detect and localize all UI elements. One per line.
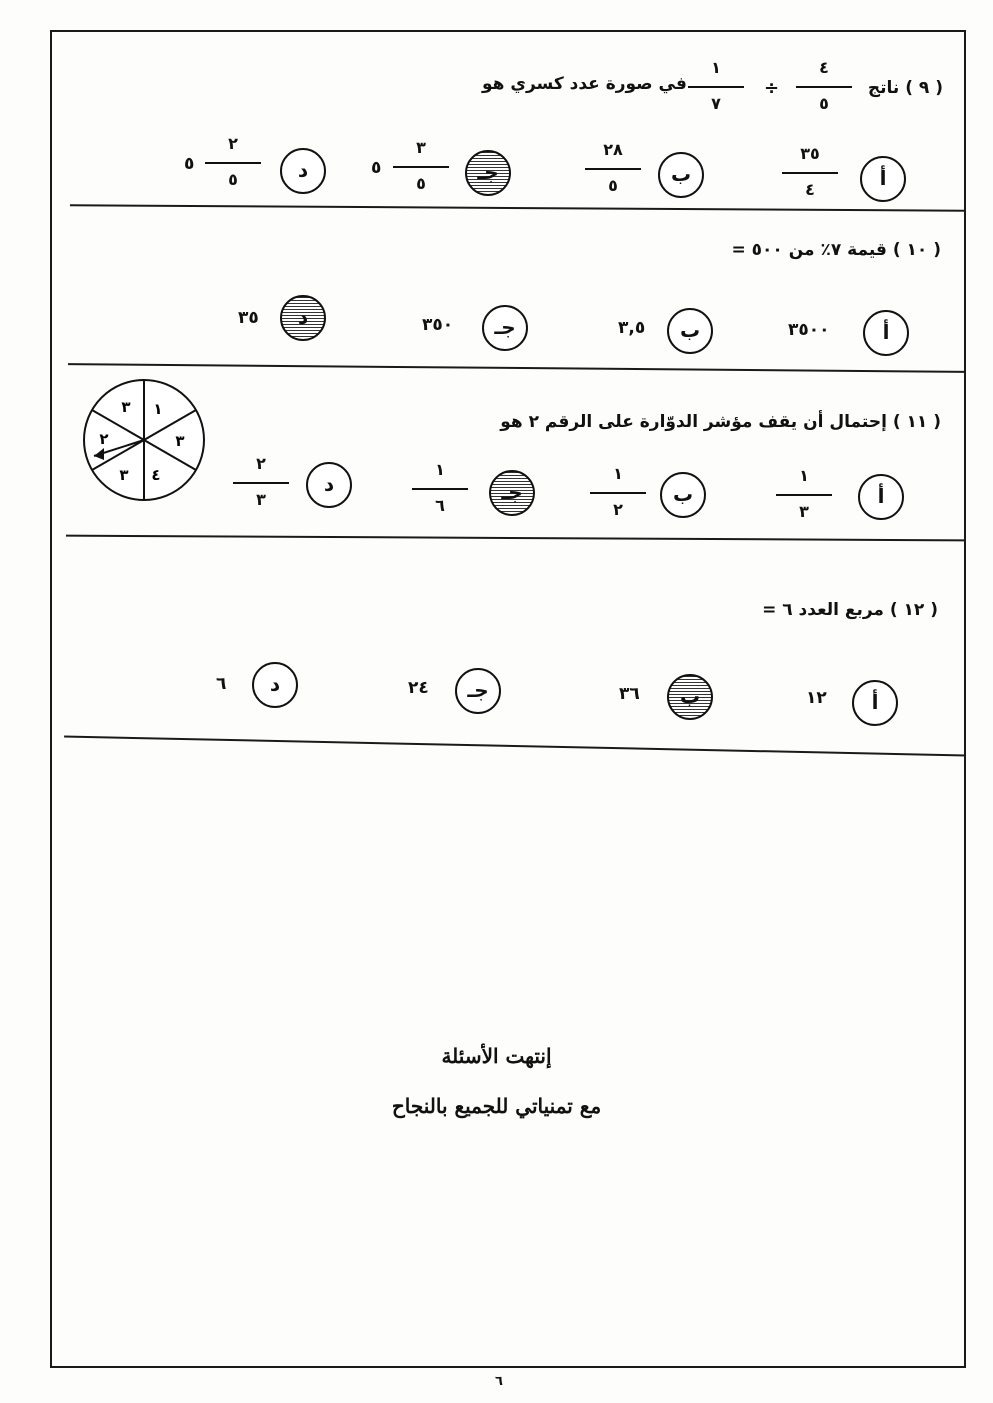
- page-frame: [50, 30, 966, 1368]
- spinner-sector-label: ٢: [99, 430, 109, 448]
- division-operator: ÷: [764, 78, 780, 99]
- choice-c-bubble[interactable]: جـ: [455, 668, 501, 714]
- choice-b-bubble[interactable]: ب: [660, 472, 706, 518]
- choice-a-bubble[interactable]: أ: [858, 474, 904, 520]
- question-9-prefix: ( ٩ ) ناتج: [867, 78, 943, 98]
- question-9-fraction-a: ٤ ٥: [796, 58, 852, 118]
- choice-b-bubble[interactable]: ب: [658, 152, 704, 198]
- choice-d-value: ٢ ٥: [205, 134, 261, 194]
- spinner-sector-label: ٤: [151, 466, 161, 484]
- choice-a-value: ١٢: [806, 688, 827, 708]
- choice-c-value: ٣ ٥: [393, 138, 449, 198]
- question-9-fraction-b: ١ ٧: [688, 58, 744, 118]
- question-12-text: ( ١٢ ) مربع العدد ٦ =: [762, 600, 938, 620]
- choice-b-value: ٣٦: [619, 684, 640, 704]
- choice-c-bubble-selected[interactable]: جـ: [465, 150, 511, 196]
- choice-d-value: ٣٥: [238, 308, 259, 328]
- question-10-text: ( ١٠ ) قيمة ٧٪ من ٥٠٠ =: [731, 240, 941, 260]
- choice-d-bubble[interactable]: د: [306, 462, 352, 508]
- choice-d-bubble[interactable]: د: [280, 148, 326, 194]
- spinner-sector-label: ٣: [119, 466, 129, 484]
- closing-line-1: إنتهت الأسئلة: [441, 1044, 552, 1068]
- choice-c-bubble-selected[interactable]: جـ: [489, 470, 535, 516]
- choice-b-bubble-selected[interactable]: ب: [667, 674, 713, 720]
- choice-c-bubble[interactable]: جـ: [482, 305, 528, 351]
- choice-d-bubble[interactable]: د: [252, 662, 298, 708]
- question-11-text: ( ١١ ) إحتمال أن يقف مؤشر الدوّارة على الرقم ٢ هو: [500, 412, 941, 432]
- choice-c-whole: ٥: [371, 158, 382, 178]
- choice-a-bubble[interactable]: أ: [863, 310, 909, 356]
- choice-d-value: ٦: [216, 674, 227, 694]
- choice-c-value: ١ ٦: [412, 460, 468, 520]
- choice-d-whole: ٥: [184, 154, 195, 174]
- choice-b-value: ٢٨ ٥: [585, 140, 641, 200]
- choice-c-value: ٢٤: [408, 678, 429, 698]
- choice-a-value: ٣٥ ٤: [782, 144, 838, 204]
- choice-d-value: ٢ ٣: [233, 454, 289, 514]
- choice-a-value: ١ ٣: [776, 466, 832, 526]
- choice-b-value: ١ ٢: [590, 464, 646, 524]
- question-9-suffix: في صورة عدد كسري هو: [482, 74, 687, 94]
- choice-a-bubble[interactable]: أ: [860, 156, 906, 202]
- spinner-diagram: [80, 376, 208, 504]
- choice-c-value: ٣٥٠: [422, 315, 454, 335]
- spinner-sector-label: ١: [153, 400, 163, 418]
- choice-d-bubble-selected[interactable]: د: [280, 295, 326, 341]
- choice-a-value: ٣٥٠٠: [788, 320, 830, 340]
- choice-a-bubble[interactable]: أ: [852, 680, 898, 726]
- closing-line-2: مع تمنياتي للجميع بالنجاح: [391, 1094, 602, 1118]
- choice-b-bubble[interactable]: ب: [667, 308, 713, 354]
- spinner-sector-label: ٣: [175, 432, 185, 450]
- choice-b-value: ٣,٥: [618, 318, 646, 338]
- spinner-sector-label: ٣: [121, 398, 131, 416]
- page-number: ٦: [495, 1374, 503, 1389]
